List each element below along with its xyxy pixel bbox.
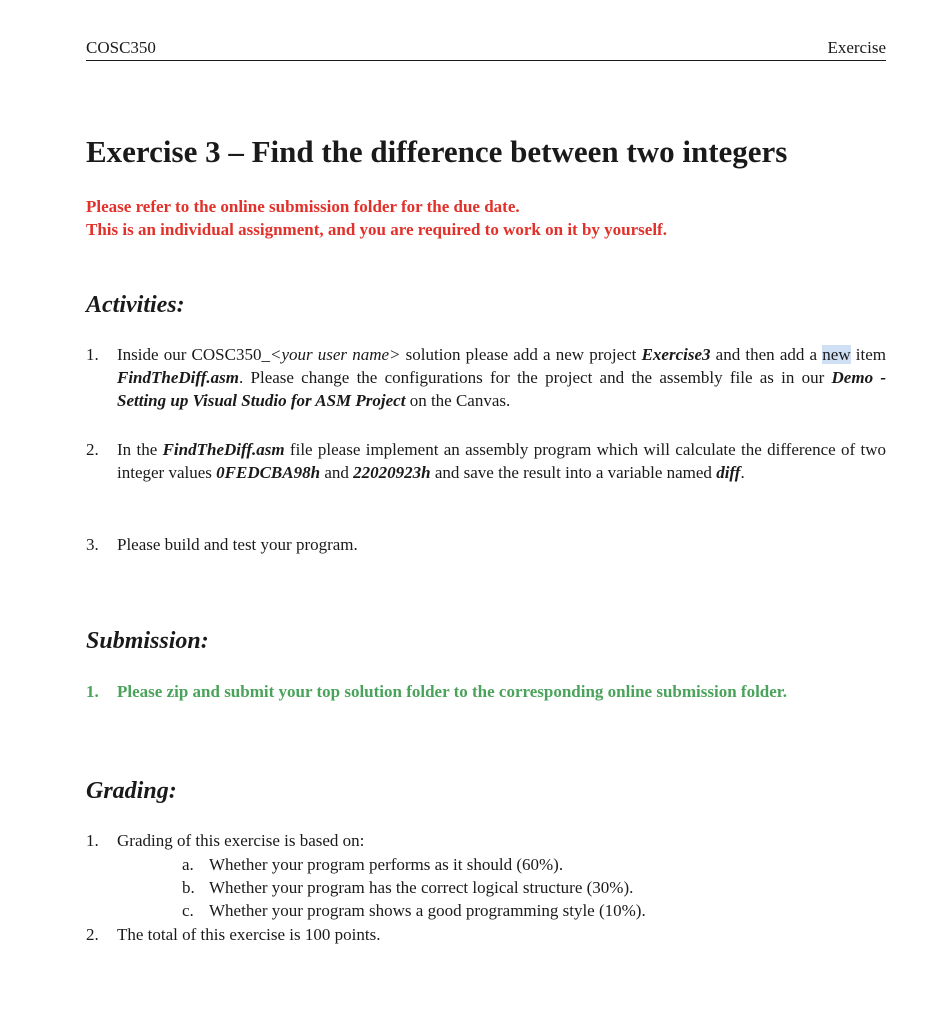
activity-item-1 (86, 343, 886, 415)
grading-item-1 (86, 829, 886, 853)
activity-1-text-part: on the Canvas. (405, 391, 511, 410)
activity-2-variable-name: diff (716, 463, 741, 482)
submission-item-1 (86, 680, 886, 728)
activity-2-number: 2. (86, 440, 99, 459)
grading-1-text: Grading of this exercise is based on: (117, 831, 365, 850)
grading-sub-c-letter: c. (182, 901, 194, 920)
activity-2-text-part: and save the result into a variable named (430, 463, 717, 482)
submission-1-text: Please zip and submit your top solution folder to the corresponding online submission folder. (117, 682, 788, 701)
grading-sub-b-letter: b. (182, 878, 195, 897)
grading-2-text: The total of this exercise is 100 points. (117, 925, 381, 944)
activity-item-2 (86, 438, 886, 510)
activity-2-file-name: FindTheDiff.asm (162, 440, 285, 459)
activity-2-text-part: . (740, 463, 745, 482)
due-date-notice: Please refer to the online submission folder for the due date. (86, 197, 520, 216)
activity-1-text (117, 343, 886, 412)
activity-3-number: 3. (86, 535, 99, 554)
grading-sub-a-letter: a. (182, 855, 194, 874)
grading-2-number: 2. (86, 925, 99, 944)
activity-1-highlighted-word: new (822, 345, 851, 364)
grading-sub-c-text: Whether your program shows a good programming style (10%). (209, 901, 646, 920)
activity-2-value-b: 22020923h (353, 463, 431, 482)
header-course: COSC350 (86, 38, 156, 57)
activity-2-text-part: and (320, 463, 354, 482)
activity-2-text-part: In the (117, 440, 163, 459)
activity-2-value-a: 0FEDCBA98h (216, 463, 321, 482)
individual-notice: This is an individual assignment, and you are required to work on it by yourself. (86, 220, 667, 239)
activity-1-project-name: Exercise3 (641, 345, 711, 364)
activity-2-text (117, 438, 886, 484)
grading-sub-a-text: Whether your program performs as it should (60%). (209, 855, 564, 874)
activity-1-text-part: item (850, 345, 886, 364)
activity-1-text-part: . Please change the configurations for the project and the assembly file as in our (239, 368, 832, 387)
activity-1-text-part: Inside our COSC350_ (117, 345, 270, 364)
activity-1-demo-name: Demo - Setting up Visual Studio for ASM Project (117, 368, 886, 410)
activity-3-text: Please build and test your program. (117, 535, 358, 554)
activity-1-number: 1. (86, 345, 99, 364)
grading-heading: Grading: (86, 778, 177, 804)
activity-1-text-part: and then add a (710, 345, 823, 364)
activity-1-text-part: solution please add a new project (400, 345, 642, 364)
header-type: Exercise (827, 38, 886, 57)
activities-heading: Activities: (86, 292, 185, 318)
activity-2-text-part: file please implement an assembly program which will calculate the difference of two integer values (117, 440, 886, 482)
submission-1-number: 1. (86, 682, 99, 701)
page-header (86, 38, 886, 61)
submission-heading: Submission: (86, 628, 209, 654)
grading-1-number: 1. (86, 831, 99, 850)
activity-item-3 (86, 533, 886, 557)
grading-sub-b-text: Whether your program has the correct logical structure (30%). (209, 878, 634, 897)
page-title: Exercise 3 – Find the difference between two integers (86, 134, 788, 169)
grading-item-2 (86, 923, 886, 947)
activity-1-file-name: FindTheDiff.asm (117, 368, 240, 387)
activity-1-username-placeholder: <your user name> (269, 345, 401, 364)
